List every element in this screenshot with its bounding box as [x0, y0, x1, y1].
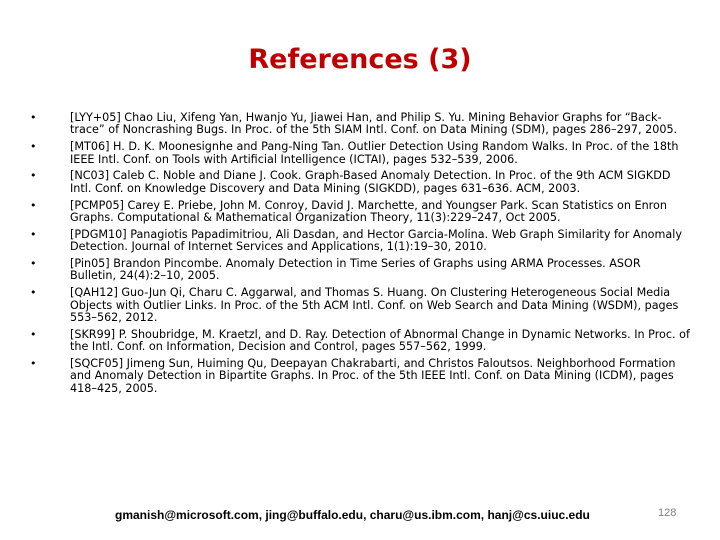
slide-title: References (3) — [248, 44, 472, 75]
reference-text: [SQCF05] Jimeng Sun, Huiming Qu, Deepayan Chakrabarti, and Christos Faloutsos. Neighborhood Formation and Anomaly Detection in Bipartite Graphs. In Proc. of the 5th IEEE Intl. Conf. on Data Mining (ICDM), pages 418–425, 2005. — [70, 357, 676, 395]
page-number: 128 — [658, 507, 677, 519]
reference-text: [QAH12] Guo-Jun Qi, Charu C. Aggarwal, and Thomas S. Huang. On Clustering Heterogeneous Social Media Objects with Outlier Links. In Proc. of the 5th ACM Intl. Conf. on Web Search and Data Mining (WSDM), pages 553–562, 2012. — [70, 286, 679, 325]
bullet-icon: • — [30, 140, 37, 154]
reference-text: [PDGM10] Panagiotis Papadimitriou, Ali Dasdan, and Hector Garcia-Molina. Web Graph Similarity for Anomaly Detection. Journal of Internet Services and Applications, 1(1):19–30, 2010. — [70, 227, 682, 254]
reference-text: [SKR99] P. Shoubridge, M. Kraetzl, and D. Ray. Detection of Abnormal Change in Dynamic Networks. In Proc. of the Intl. Conf. on Information, Decision and Control, pages 557–562, 1999. — [70, 327, 690, 354]
reference-item — [30, 229, 690, 254]
bullet-icon: • — [30, 357, 37, 371]
bullet-icon: • — [30, 327, 37, 341]
bullet-icon: • — [30, 169, 37, 183]
reference-item — [30, 329, 690, 354]
reference-item — [30, 112, 690, 137]
reference-item — [30, 287, 690, 324]
reference-item — [30, 258, 690, 283]
reference-text: [LYY+05] Chao Liu, Xifeng Yan, Hwanjo Yu, Jiawei Han, and Philip S. Yu. Mining Behavior Graphs for “Back- trace” of Noncrashing Bugs. In Proc. of the 5th SIAM Intl. Conf. on Data Mining (SDM), pages 286–297, 2005. — [70, 111, 678, 137]
reference-text: [NC03] Caleb C. Noble and Diane J. Cook. Graph-Based Anomaly Detection. In Proc. of the 9th ACM SIGKDD Intl. Conf. on Knowledge Discovery and Data Mining (SIGKDD), pages 631–636. ACM, 2003. — [70, 169, 671, 195]
reference-item — [30, 358, 690, 395]
bullet-icon: • — [30, 198, 37, 212]
bullet-icon: • — [30, 286, 37, 300]
reference-text: [Pin05] Brandon Pincombe. Anomaly Detection in Time Series of Graphs using ARMA Processes. ASOR Bulletin, 24(4):2–10, 2005. — [70, 257, 641, 283]
bullet-icon: • — [30, 111, 37, 124]
reference-item — [30, 200, 690, 225]
reference-item — [30, 170, 690, 195]
footer-emails: gmanish@microsoft.com, jing@buffalo.edu, charu@us.ibm.com, hanj@cs.uiuc.edu — [115, 508, 590, 522]
reference-text: [MT06] H. D. K. Moonesignhe and Pang-Ning Tan. Outlier Detection Using Random Walks. In Proc. of the 18th IEEE Intl. Conf. on Tools with Artificial Intelligence (ICTAI), pages 532–539, 2006. — [70, 140, 679, 166]
reference-item — [30, 141, 690, 166]
bullet-icon: • — [30, 227, 37, 241]
bullet-icon: • — [30, 257, 37, 271]
reference-text: [PCMP05] Carey E. Priebe, John M. Conroy, David J. Marchette, and Youngser Park. Scan Statistics on Enron Graphs. Computational & Mathematical Organization Theory, 11(3):229–247, Oct 2005. — [70, 198, 667, 225]
reference-list — [30, 112, 690, 400]
